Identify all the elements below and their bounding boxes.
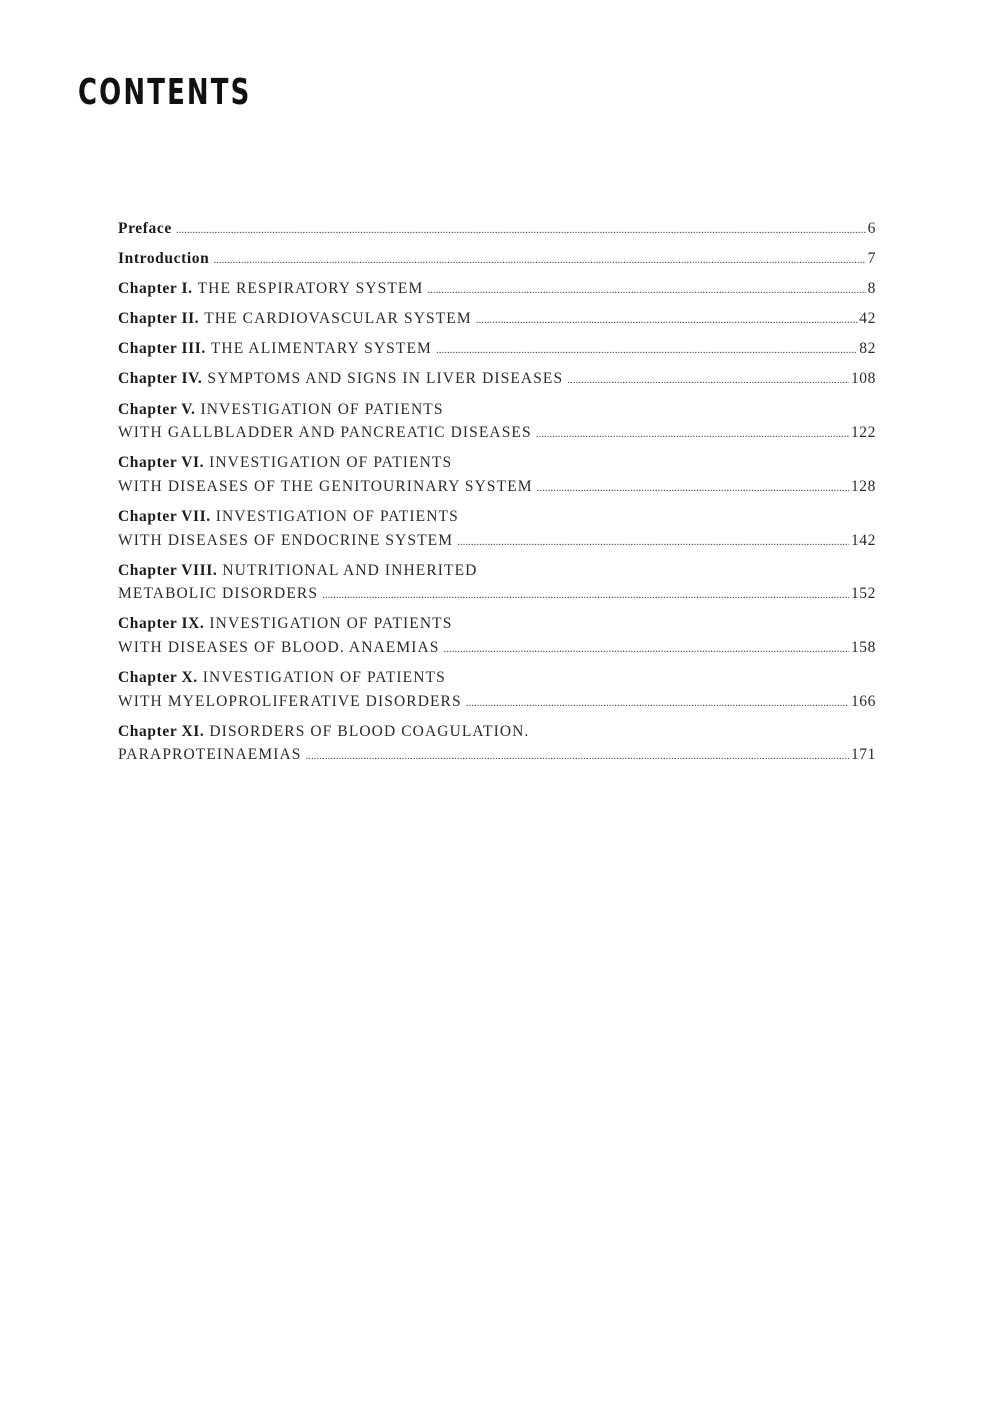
toc-line	[118, 250, 876, 274]
toc-entry-label: Chapter VIII.	[118, 561, 218, 579]
toc-entry-title: THE RESPIRATORY SYSTEM	[197, 280, 424, 298]
dot-leader	[176, 224, 866, 236]
dot-leader	[213, 254, 865, 266]
dot-leader	[466, 697, 849, 709]
toc-entry-title: NUTRITIONAL AND INHERITED	[222, 561, 478, 579]
toc-entry-chapter-7[interactable]	[118, 508, 876, 555]
toc-page-number: 171	[850, 746, 876, 764]
toc-line	[118, 669, 876, 693]
toc-entry-label: Chapter III.	[118, 340, 206, 358]
toc-entry-title: INVESTIGATION OF PATIENTS	[215, 507, 459, 525]
toc-line	[118, 478, 876, 502]
toc-page-number: 8	[867, 280, 876, 298]
toc-entry-title: SYMPTOMS AND SIGNS IN LIVER DISEASES	[207, 370, 564, 388]
dot-leader	[436, 344, 857, 356]
toc-entry-preface[interactable]	[118, 220, 876, 244]
toc-line	[118, 370, 876, 394]
toc-entry-label: Chapter I.	[118, 280, 193, 298]
toc-line	[118, 562, 876, 586]
toc-entry-chapter-11[interactable]	[118, 723, 876, 770]
toc-entry-title-continued: WITH MYELOPROLIFERATIVE DISORDERS	[118, 692, 462, 710]
toc-entry-title-continued: WITH DISEASES OF ENDOCRINE SYSTEM	[118, 531, 454, 549]
toc-entry-chapter-2[interactable]	[118, 310, 876, 334]
toc-entry-label: Chapter X.	[118, 669, 198, 686]
toc-entry-title: INVESTIGATION OF PATIENTS	[209, 615, 453, 633]
toc-line	[118, 693, 876, 717]
toc-line	[118, 532, 876, 556]
toc-entry-label: Chapter IV.	[118, 370, 203, 388]
toc-entry-introduction[interactable]	[118, 250, 876, 274]
toc-page-number: 7	[867, 250, 876, 268]
toc-entry-label: Chapter VI.	[118, 454, 205, 472]
toc-entry-chapter-1[interactable]	[118, 280, 876, 304]
toc-entry-title-continued: WITH DISEASES OF BLOOD. ANAEMIAS	[118, 638, 440, 656]
toc-line	[118, 310, 876, 334]
toc-entry-chapter-3[interactable]	[118, 340, 876, 364]
toc-page-number: 82	[859, 340, 876, 358]
dot-leader	[306, 750, 849, 762]
dot-leader	[536, 428, 849, 440]
toc-page-number: 42	[859, 310, 876, 328]
toc-entry-label: Introduction	[118, 250, 210, 268]
toc-line	[118, 585, 876, 609]
table-of-contents	[118, 220, 876, 776]
toc-entry-title: THE CARDIOVASCULAR SYSTEM	[204, 310, 472, 328]
toc-page-number: 166	[850, 692, 876, 710]
toc-page-number: 122	[850, 424, 876, 442]
toc-line	[118, 220, 876, 244]
toc-entry-chapter-9[interactable]	[118, 615, 876, 662]
toc-entry-title: INVESTIGATION OF PATIENTS	[202, 669, 446, 686]
dot-leader	[427, 284, 865, 296]
toc-entry-chapter-4[interactable]	[118, 370, 876, 394]
toc-line	[118, 424, 876, 448]
toc-line	[118, 723, 876, 747]
toc-entry-label: Chapter II.	[118, 310, 200, 328]
toc-entry-title-continued: WITH GALLBLADDER AND PANCREATIC DISEASES	[118, 424, 532, 442]
toc-line	[118, 639, 876, 663]
toc-page-number: 152	[850, 585, 876, 603]
dot-leader	[476, 314, 858, 326]
toc-entry-title: THE ALIMENTARY SYSTEM	[210, 340, 432, 358]
dot-leader	[567, 374, 849, 386]
toc-entry-chapter-6[interactable]	[118, 454, 876, 501]
toc-entry-label: Chapter V.	[118, 400, 196, 418]
page-title: CONTENTS	[78, 72, 252, 113]
toc-entry-title: INVESTIGATION OF PATIENTS	[200, 400, 444, 418]
dot-leader	[322, 589, 849, 601]
toc-entry-label: Chapter XI.	[118, 722, 205, 740]
toc-line	[118, 615, 876, 639]
toc-entry-chapter-10[interactable]	[118, 669, 876, 716]
toc-page-number: 128	[850, 477, 876, 495]
toc-line	[118, 401, 876, 425]
toc-line	[118, 340, 876, 364]
dot-leader	[457, 536, 849, 548]
toc-entry-label: Chapter IX.	[118, 615, 205, 633]
toc-line	[118, 508, 876, 532]
toc-page-number: 158	[850, 638, 876, 656]
toc-entry-title-continued: METABOLIC DISORDERS	[118, 585, 319, 603]
toc-entry-title: INVESTIGATION OF PATIENTS	[209, 454, 453, 472]
toc-entry-chapter-8[interactable]	[118, 562, 876, 609]
toc-line	[118, 746, 876, 770]
dot-leader	[537, 482, 849, 494]
toc-page-number: 108	[850, 370, 876, 388]
toc-entry-label: Chapter VII.	[118, 507, 211, 525]
toc-line	[118, 454, 876, 478]
toc-entry-chapter-5[interactable]	[118, 401, 876, 448]
toc-entry-title-continued: WITH DISEASES OF THE GENITOURINARY SYSTEM	[118, 477, 533, 495]
toc-page-number: 142	[850, 531, 876, 549]
toc-entry-title: DISORDERS OF BLOOD COAGULATION.	[209, 722, 530, 740]
toc-page-number: 6	[867, 220, 876, 237]
toc-entry-title-continued: PARAPROTEINAEMIAS	[118, 746, 302, 764]
dot-leader	[444, 643, 849, 655]
toc-line	[118, 280, 876, 304]
toc-entry-label: Preface	[118, 220, 172, 237]
